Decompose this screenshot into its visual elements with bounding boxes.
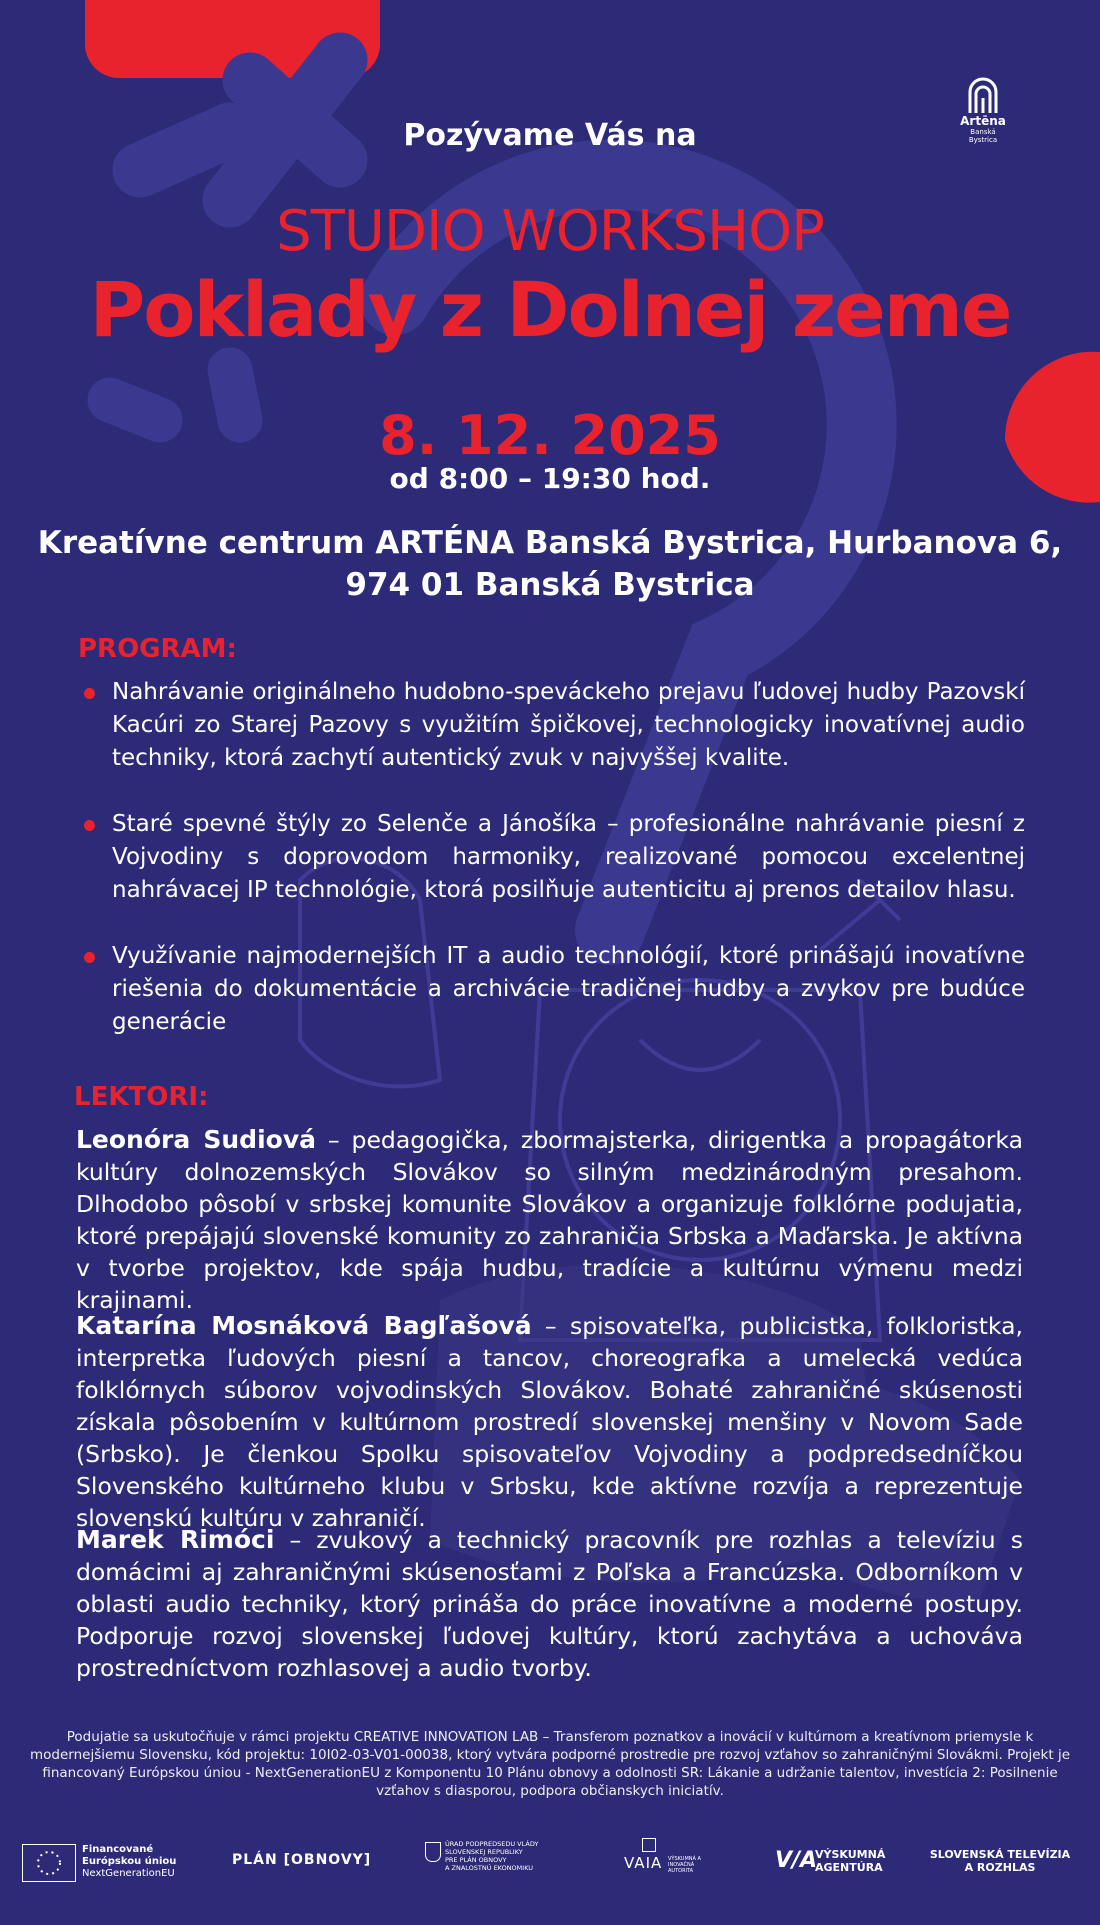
eu-line-2: Európskou úniou bbox=[82, 1856, 177, 1867]
lecturer-name: Leonóra Sudiová bbox=[76, 1125, 316, 1154]
vaia-text: VAIA bbox=[624, 1854, 663, 1872]
lecturer-bio: – zvukový a technický pracovník pre rozhlas a televíziu s domácimi aj zahraničnými skúsenosťami z Poľska a Francúzska. Odborníkom v oblasti audio techniky, ktorý prináša do práce inovatívne a moderné postupy. Podporuje rozvoj slovenskej ľudovej kultúry, ktorú zachytáva a uchováva prostredníctvom rozhlasovej a audio tvorby. bbox=[76, 1526, 1024, 1682]
uv-line-2: SLOVENSKEJ REPUBLIKY bbox=[445, 1848, 523, 1856]
event-subtitle: STUDIO WORKSHOP bbox=[276, 199, 824, 264]
program-item: Využívanie najmodernejších IT a audio technológií, ktoré prinášajú inovatívne riešenia do dokumentácie a archivácie tradičnej hudby a zvykov pre budúce generácie bbox=[78, 940, 1025, 1039]
bullet-icon bbox=[84, 952, 95, 963]
plan-obnovy-logo: PLÁN [OBNOVY] bbox=[232, 1852, 372, 1868]
venue-address bbox=[0, 522, 1100, 606]
event-title: Poklady z Dolnej zeme bbox=[89, 265, 1011, 354]
invite-text: Pozývame Vás na bbox=[403, 118, 697, 153]
sponsor-logos bbox=[0, 1838, 1100, 1898]
venue-line-1: Kreatívne centrum ARTÉNA Banská Bystrica, Hurbanova 6, bbox=[37, 525, 1063, 561]
stvr-logo bbox=[925, 1848, 1075, 1874]
program-item: Staré spevné štýly zo Selenče a Jánošíka – profesionálne nahrávanie piesní z Vojvodiny s doprovodom harmoniky, realizované pomocou excelentnej nahrávacej IP technológie, ktorá posilňuje autenticitu aj prenos detailov hlasu. bbox=[78, 808, 1025, 907]
bullet-icon bbox=[84, 688, 95, 699]
va-mark-icon: V/A bbox=[775, 1848, 818, 1873]
uv-line-3: PRE PLÁN OBNOVY bbox=[445, 1856, 507, 1864]
program-heading: PROGRAM: bbox=[78, 634, 237, 664]
logo-city: Banská Bystrica bbox=[968, 128, 998, 144]
venue-line-2: 974 01 Banská Bystrica bbox=[345, 567, 755, 603]
funding-note: Podujatie sa uskutočňuje v rámci projektu CREATIVE INNOVATION LAB – Transferom poznatkov a inovácií v kultúrnom a kreatívnom priemysle k modernejšiemu Slovensku, kód projektu: 10I02-03-V01-00038, ktorý vytvára podporné prostredie pre rozvoj vzťahov so zahraničnými Slovákmi. Projekt je financovaný Európskou úniou - NextGenerationEU z Komponentu 10 Plánu obnovy a odolnosti SR: Lákanie a udržanie talentov, investícia 2: Posilnenie vzťahov s diasporou, podpora občianskych iniciatív. bbox=[29, 1729, 1071, 1799]
lecturer-bio: – pedagogička, zbormajsterka, dirigentka a propagátorka kultúry dolnozemských Slovákov so silným medzinárodným presahom. Dlhodobo pôsobí v srbskej komunite Slovákov a organizuje folklórne podujatia, ktoré prepájajú slovenské komunity zo zahraničia Srbska a Maďarska. Je aktívna v tvorbe projektov, kde spája hudbu, tradície a kultúrnu výmenu medzi krajinami. bbox=[76, 1126, 1023, 1314]
va-line-1: VÝSKUMNÁ bbox=[815, 1848, 886, 1861]
event-date: 8. 12. 2025 bbox=[379, 404, 721, 467]
lecturer-entry bbox=[76, 1124, 1023, 1316]
event-time: od 8:00 – 19:30 hod. bbox=[389, 462, 711, 495]
stvr-line-1: SLOVENSKÁ TELEVÍZIA bbox=[929, 1848, 1071, 1861]
vaia-subtext: VÝSKUMNÁ A INOVAČNÁ AUTORITA bbox=[668, 1856, 701, 1874]
lecturer-entry bbox=[76, 1524, 1023, 1684]
program-list bbox=[78, 676, 1025, 1072]
lecturers-heading: LEKTORI: bbox=[74, 1082, 209, 1112]
va-line-2: AGENTÚRA bbox=[815, 1861, 883, 1874]
uv-line-1: ÚRAD PODPREDSEDU VLÁDY bbox=[445, 1840, 539, 1848]
eu-line-1: Financované bbox=[82, 1844, 154, 1855]
uv-line-4: A ZNALOSTNÚ EKONOMIKU bbox=[445, 1864, 534, 1872]
lecturer-entry bbox=[76, 1310, 1023, 1534]
bullet-icon bbox=[84, 820, 95, 831]
logo-name: Artēna bbox=[960, 114, 1006, 128]
lecturer-bio: – spisovateľka, publicistka, folkloristka, interpretka ľudových piesní a tancov, choreografka a umelecká vedúca folklórnych súborov vojvodinských Slovákov. Bohaté zahraničné skúsenosti získala pôsobením v kultúrnom prostredí slovenskej menšiny v Novom Sade (Srbsko). Je členkou Spolku spisovateľov Vojvodiny a podpredsedníčkou Slovenského kultúrneho klubu v Srbsku, kde aktívne rozvíja a reprezentuje slovenskú kultúru v zahraničí. bbox=[76, 1312, 1023, 1532]
artena-arch-icon bbox=[966, 76, 1000, 114]
eu-line-3: NextGenerationEU bbox=[82, 1868, 175, 1879]
eu-flag-icon bbox=[22, 1844, 76, 1882]
lecturer-name: Marek Rimóci bbox=[76, 1525, 275, 1554]
lecturer-name: Katarína Mosnáková Bagľašová bbox=[76, 1311, 532, 1340]
coat-of-arms-icon bbox=[425, 1842, 441, 1862]
stvr-line-2: A ROZHLAS bbox=[964, 1861, 1036, 1874]
program-item: Nahrávanie originálneho hudobno-speváckeho prejavu ľudovej hudby Pazovskí Kacúri zo Starej Pazovy s využitím špičkovej, technologicky inovatívnej audio techniky, ktorá zachytí autentický zvuk v najvyššej kvalite. bbox=[78, 676, 1025, 775]
vaia-square-icon bbox=[642, 1838, 656, 1852]
